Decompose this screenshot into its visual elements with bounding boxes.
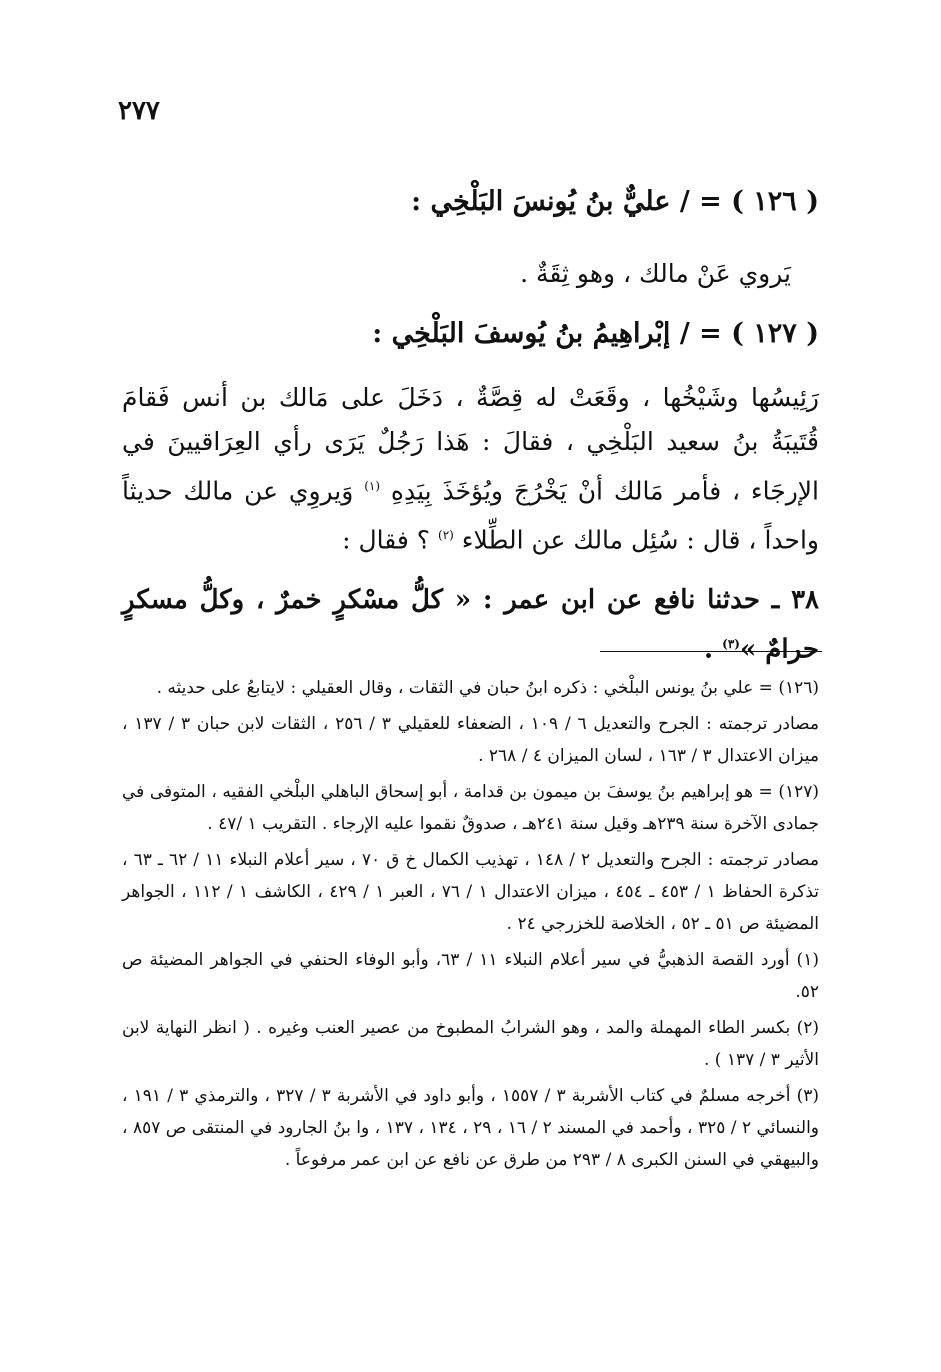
footnote-2: (٢) بكسر الطاء المهملة والمد ، وهو الشرابُ المطبوخ من عصير العنب وغيره . ( انظر النهاية لابن الأثير ٣ / ١٣٧ ) .	[122, 1018, 819, 1070]
hadith-text-line	[122, 578, 819, 672]
entry-126	[122, 180, 819, 224]
entry-127-body	[122, 376, 819, 563]
entry-127-text-2: وَيروِي عن مالك حديثاً واحداً ، قال : سُئِل مالك عن الطِّلاء	[122, 476, 819, 555]
footnote-127: (١٢٧) = هو إبراهيم بنُ يوسفَ بن ميمون بن قدامة ، أبو إسحاق الباهلي البلْخي الفقيه ، المتوفى في جمادى الآخرة سنة ٢٣٩هـ وقيل سنة ٢٤١هـ ، صدوقٌ نقموا عليه الإرجاء . التقريب ١ /٤٧ .	[122, 782, 819, 834]
hadith-38	[122, 578, 819, 672]
entry-126-heading: ( ١٢٦ ) = / عليٌّ بنُ يُونسَ البَلْخِي :	[411, 186, 819, 217]
footnotes-section	[122, 672, 819, 1180]
footnote-divider	[600, 651, 822, 652]
page-number: ٢٧٧	[118, 96, 160, 126]
footnote-3: (٣) أخرجه مسلمٌ في كتاب الأشربة ٣ / ١٥٥٧ ، وأبو داود في الأشربة ٣ / ٣٢٧ ، والترمذي ٣ / ١٩١ ، والنسائي ٢ / ٣٢٥ ، وأحمد في المسند ٢ / ١٦ ، ٢٩ ، ١٣٤ ، ١٣٧ ، وا بنُ الجارود في المنتقى ص ٨٥٧ ، والبيهقي في السنن الكبرى ٨ / ٢٩٣ من طرق عن نافع عن ابن عمر مرفوعاً .	[122, 1086, 820, 1170]
footnote-1: (١) أورد القصة الذهبيُّ في سير أعلام النبلاء ١١ / ٦٣، وأبو الوفاء الحنفي في الجواهر المضيئة ص ٥٢.	[122, 950, 819, 1002]
footnote-ref-1[interactable]: (١)	[364, 479, 381, 493]
hadith-text: ٣٨ ـ حدثنا نافع عن ابن عمر : « كلُّ مسْكرٍ خمرٌ ، وكلُّ مسكرٍ حرامٌ »	[122, 585, 819, 665]
footnote-ref-3[interactable]: (٣)	[722, 637, 740, 651]
entry-127	[122, 312, 819, 356]
hadith-end: .	[704, 634, 723, 665]
entry-127-paragraph	[122, 376, 819, 563]
footnote-127-sources: مصادر ترجمته : الجرح والتعديل ٢ / ١٤٨ ، تهذيب الكمال خ ق ٧٠ ، سير أعلام النبلاء ١١ / ٦٢ ـ ٦٣ ، تذكرة الحفاظ ١ / ٤٥٣ ـ ٤٥٤ ، ميزان الاعتدال ١ / ٧٦ ، العبر ١ / ٤٢٩ ، الكاشف ١ / ١١٢ ، الجواهر المضيئة ص ٥١ ـ ٥٢ ، الخلاصة للخزرجي ٢٤ .	[122, 850, 820, 934]
footnote-ref-2[interactable]: (٢)	[438, 528, 454, 543]
footnote-126: (١٢٦) = علي بنُ يونس البلْخي : ذكره ابنُ حبان في الثقات ، وقال العقيلي : لايتابعُ على حديثه .	[156, 678, 819, 698]
entry-127-heading: ( ١٢٧ ) = / إبْراهِيمُ بنُ يُوسفَ البَلْخِي :	[372, 318, 819, 349]
footnote-126-sources: مصادر ترجمته : الجرح والتعديل ٦ / ١٠٩ ، الضعفاء للعقيلي ٣ / ٢٥٦ ، الثقات لابن حبان ٣ / ١٣٧ ، ميزان الاعتدال ٣ / ١٦٣ ، لسان الميزان ٤ / ٢٦٨ .	[122, 714, 819, 766]
entry-126-text: يَروي عَنْ مالك ، وهو ثِقَةٌ .	[520, 259, 791, 288]
entry-127-text-3: ؟ فقال :	[342, 525, 431, 555]
entry-126-body	[122, 252, 791, 296]
entry-127-text-1: رَئِيسُها وشَيْخُها ، وقَعَتْ له قِصَّةٌ ، دَخَلَ على مَالك بن أنس فَقامَ قُتَيبَةُ بنُ سعيد البَلْخِي ، فقالَ : هَذا رَجُلٌ يَرَى رأي العِرَاقيينَ في الإرجَاء ، فأمر مَالك أنْ يَخْرُجَ ويُؤخَذَ بِيَدِهِ	[122, 383, 820, 506]
